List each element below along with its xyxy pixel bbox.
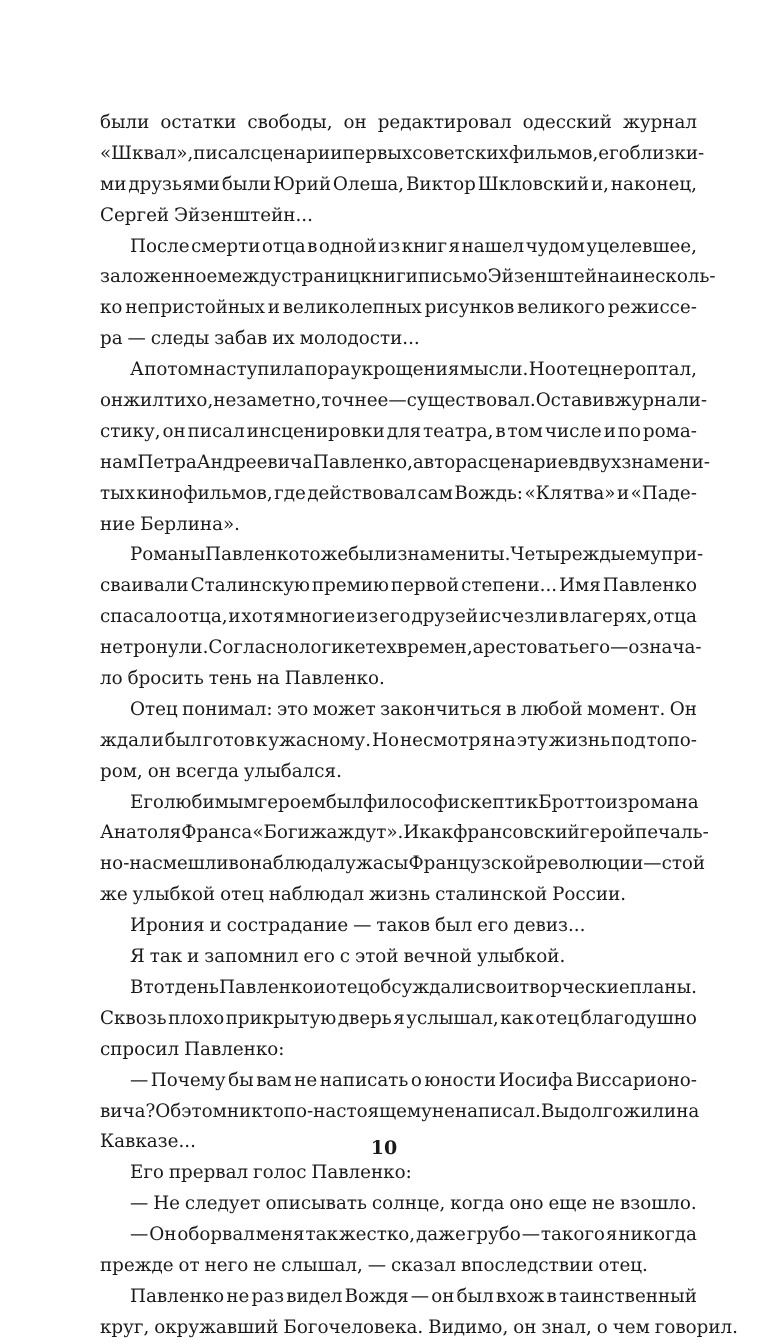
page-number: 10 [370, 1137, 398, 1159]
text-line: сваивали Сталинскую премию первой степени... Имя Павленко [100, 575, 697, 597]
text-line: ние Берлина». [100, 513, 240, 535]
text-line: А потом наступила пора укрощения мысли. Но отец не роптал, [130, 359, 697, 381]
text-line: вича? Об этом никто по-настоящему не написал. Вы долго жили на [100, 1100, 700, 1122]
text-line: Отец понимал: это может закончиться в любой момент. Он [130, 698, 697, 720]
text-line: ко непристойных и великолепных рисунков великого режиссе- [100, 297, 697, 319]
text-line: Анатоля Франса «Боги жаждут». И как франсовский герой печаль- [100, 822, 709, 844]
text-line: Павленко не раз видел Вождя — он был вхож в таинственный [130, 1285, 697, 1307]
text-line: тых кинофильмов, где действовал сам Вождь: «Клятва» и «Паде- [100, 482, 697, 504]
text-line: нам Петра Андреевича Павленко, автора сценариев двух знамени- [100, 451, 710, 473]
text-line: но-насмешливо наблюдал ужасы Французской революции — с той [100, 853, 706, 875]
text-line: Его прервал голос Павленко: [130, 1162, 412, 1184]
text-line: Кавказе... [100, 1131, 196, 1153]
text-line: — Почему бы вам не написать о юности Иосифа Виссарионо- [130, 1069, 697, 1091]
text-line: Сергей Эйзенштейн... [100, 204, 313, 226]
text-line: он жил тихо, незаметно, точнее — существовал. Оставив журнали- [100, 390, 708, 412]
text-line: В тот день Павленко и отец обсуждали свои творческие планы. [130, 976, 697, 998]
text-line: — Он оборвал меня так жестко, даже грубо — такого я никогда [130, 1224, 697, 1246]
text-line: «Шквал», писал сценарии первых советских фильмов, его близки- [100, 142, 705, 164]
text-line: — Не следует описывать солнце, когда оно еще не взошло. [130, 1193, 697, 1215]
text-line: ждал и был готов к ужасному. Но несмотря на эту жизнь под топо- [100, 729, 697, 751]
text-line: Романы Павленко тоже были знамениты. Четырежды ему при- [130, 544, 704, 566]
text-line: ром, он всегда улыбался. [100, 760, 342, 782]
text-line: После смерти отца в одной из книг я нашел чудом уцелевшее, [130, 235, 697, 257]
text-line: Его любимым героем был философ и скептик Бротто из романа [130, 791, 699, 813]
text-line: Я так и запомнил его с этой вечной улыбкой. [130, 946, 566, 968]
text-line: круг, окружавший Богочеловека. Видимо, он знал, о чем говорил. [100, 1316, 738, 1338]
text-line: прежде от него не слышал, — сказал впоследствии отец. [100, 1254, 648, 1276]
text-line: Ирония и сострадание — таков был его девиз... [130, 915, 586, 937]
text-line: спросил Павленко: [100, 1038, 285, 1060]
text-line: были остатки свободы, он редактировал одесский журнал [100, 112, 697, 133]
text-line: ра — следы забав их молодости... [100, 328, 420, 350]
text-line: спасало отца, и хотя многие из его друзей исчезли в лагерях, отца [100, 606, 697, 628]
text-line: не тронули. Согласно логике тех времен, арестовать его — означа- [100, 637, 702, 659]
text-line: заложенное между страниц книги письмо Эйзенштейна и несколь- [100, 266, 716, 288]
text-line: ми друзьями были Юрий Олеша, Виктор Шкловский и, наконец, [100, 173, 697, 195]
text-line: стику, он писал инсценировки для театра, в том числе и по рома- [100, 420, 697, 442]
text-line: же улыбкой отец наблюдал жизнь сталинской России. [100, 884, 627, 906]
text-line: Сквозь плохо прикрытую дверь я услышал, как отец благодушно [100, 1007, 697, 1029]
text-line: ло бросить тень на Павленко. [100, 668, 385, 690]
